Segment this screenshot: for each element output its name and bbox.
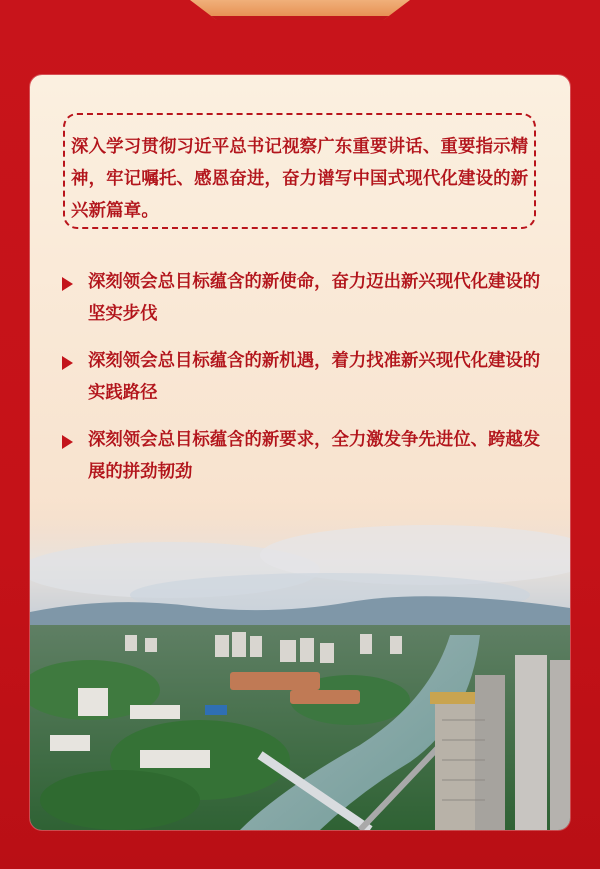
bullet-item-2	[60, 345, 550, 409]
intro-text: 深入学习贯彻习近平总书记视察广东重要讲话、重要指示精神，牢记嘱托、感恩奋进，奋力谱写中国式现代化建设的新兴新篇章。	[71, 137, 529, 221]
content-card	[30, 75, 570, 830]
bullet-text-1: 深刻领会总目标蕴含的新使命，奋力迈出新兴现代化建设的坚实步伐	[88, 272, 541, 324]
city-aerial-photo	[30, 500, 570, 830]
bullet-item-3	[60, 424, 550, 488]
triangle-bullet-icon	[62, 356, 73, 370]
triangle-bullet-icon	[62, 277, 73, 291]
triangle-bullet-icon	[62, 435, 73, 449]
top-ribbon-decoration	[190, 0, 410, 20]
bullet-text-3: 深刻领会总目标蕴含的新要求，全力激发争先进位、跨越发展的拼劲韧劲	[88, 430, 541, 482]
bullet-text-2: 深刻领会总目标蕴含的新机遇，着力找准新兴现代化建设的实践路径	[88, 351, 541, 403]
bullet-item-1	[60, 266, 550, 330]
bullet-list	[60, 266, 550, 503]
